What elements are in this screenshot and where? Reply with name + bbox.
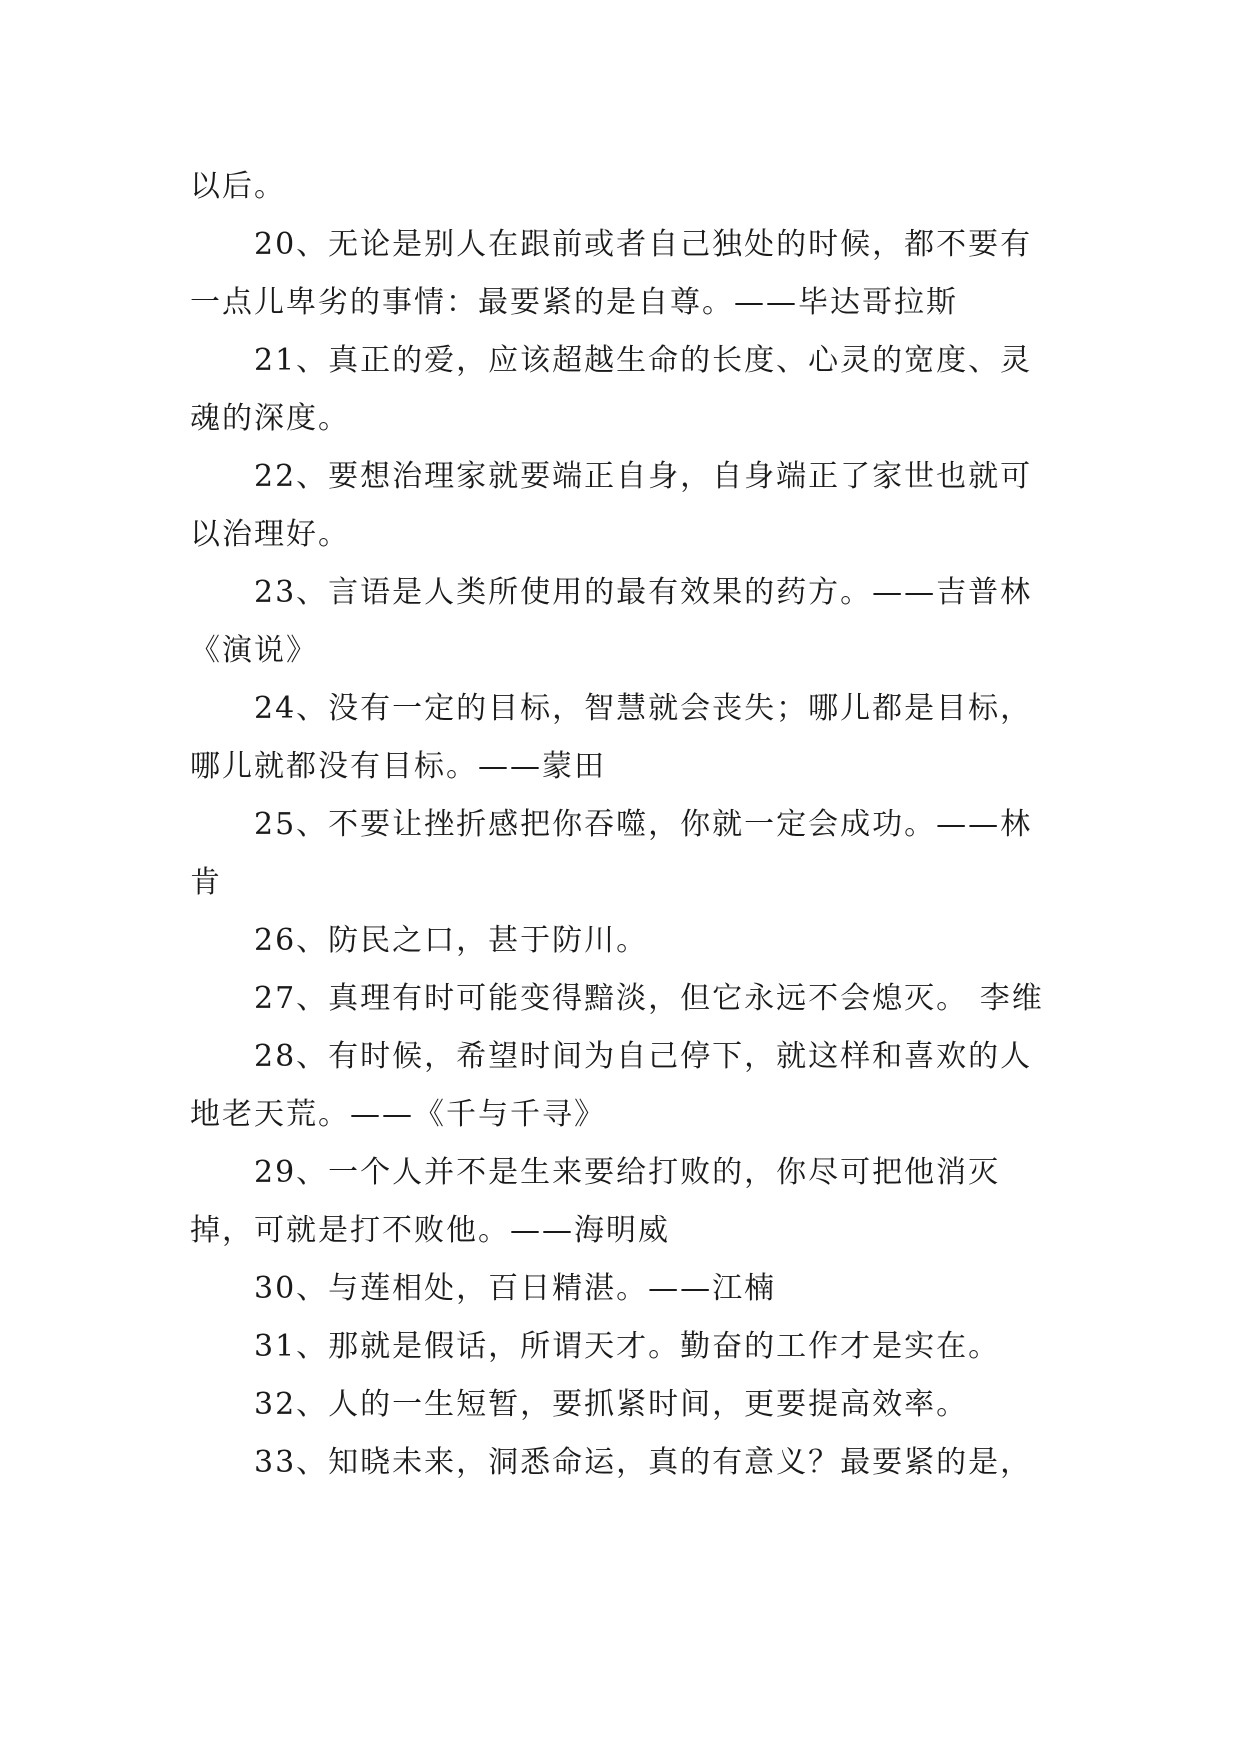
quote-paragraph-25: 25、不要让挫折感把你吞噬，你就一定会成功。——林肯 xyxy=(190,807,1033,900)
paragraph-continuation: 以后。 xyxy=(190,169,286,204)
quote-paragraph-27: 27、真理有时可能变得黯淡，但它永远不会熄灭。 李维 xyxy=(254,981,1044,1016)
quote-paragraph-28: 28、有时候，希望时间为自己停下，就这样和喜欢的人地老天荒。——《千与千寻》 xyxy=(190,1039,1033,1132)
quote-paragraph-22: 22、要想治理家就要端正自身，自身端正了家世也就可以治理好。 xyxy=(190,459,1033,552)
quote-paragraph-24: 24、没有一定的目标，智慧就会丧失；哪儿都是目标，哪儿就都没有目标。——蒙田 xyxy=(190,691,1033,784)
quote-paragraph-31: 31、那就是假话，所谓天才。勤奋的工作才是实在。 xyxy=(254,1329,1001,1364)
quote-paragraph-23: 23、言语是人类所使用的最有效果的药方。——吉普林《演说》 xyxy=(190,575,1033,668)
quote-paragraph-21: 21、真正的爱，应该超越生命的长度、心灵的宽度、灵魂的深度。 xyxy=(190,343,1033,436)
quote-paragraph-29: 29、一个人并不是生来要给打败的，你尽可把他消灭掉，可就是打不败他。——海明威 xyxy=(190,1155,1001,1248)
quote-paragraph-32: 32、人的一生短暂，要抓紧时间，更要提高效率。 xyxy=(254,1387,969,1422)
quote-paragraph-30: 30、与莲相处，百日精湛。——江楠 xyxy=(254,1271,777,1306)
document-body xyxy=(190,158,1060,1492)
quote-paragraph-20: 20、无论是别人在跟前或者自己独处的时候，都不要有一点儿卑劣的事情：最要紧的是自尊。——毕达哥拉斯 xyxy=(190,227,1033,320)
quote-paragraph-26: 26、防民之口，甚于防川。 xyxy=(254,923,649,958)
quote-paragraph-33: 33、知晓未来，洞悉命运，真的有意义？最要紧的是， xyxy=(254,1445,1033,1480)
